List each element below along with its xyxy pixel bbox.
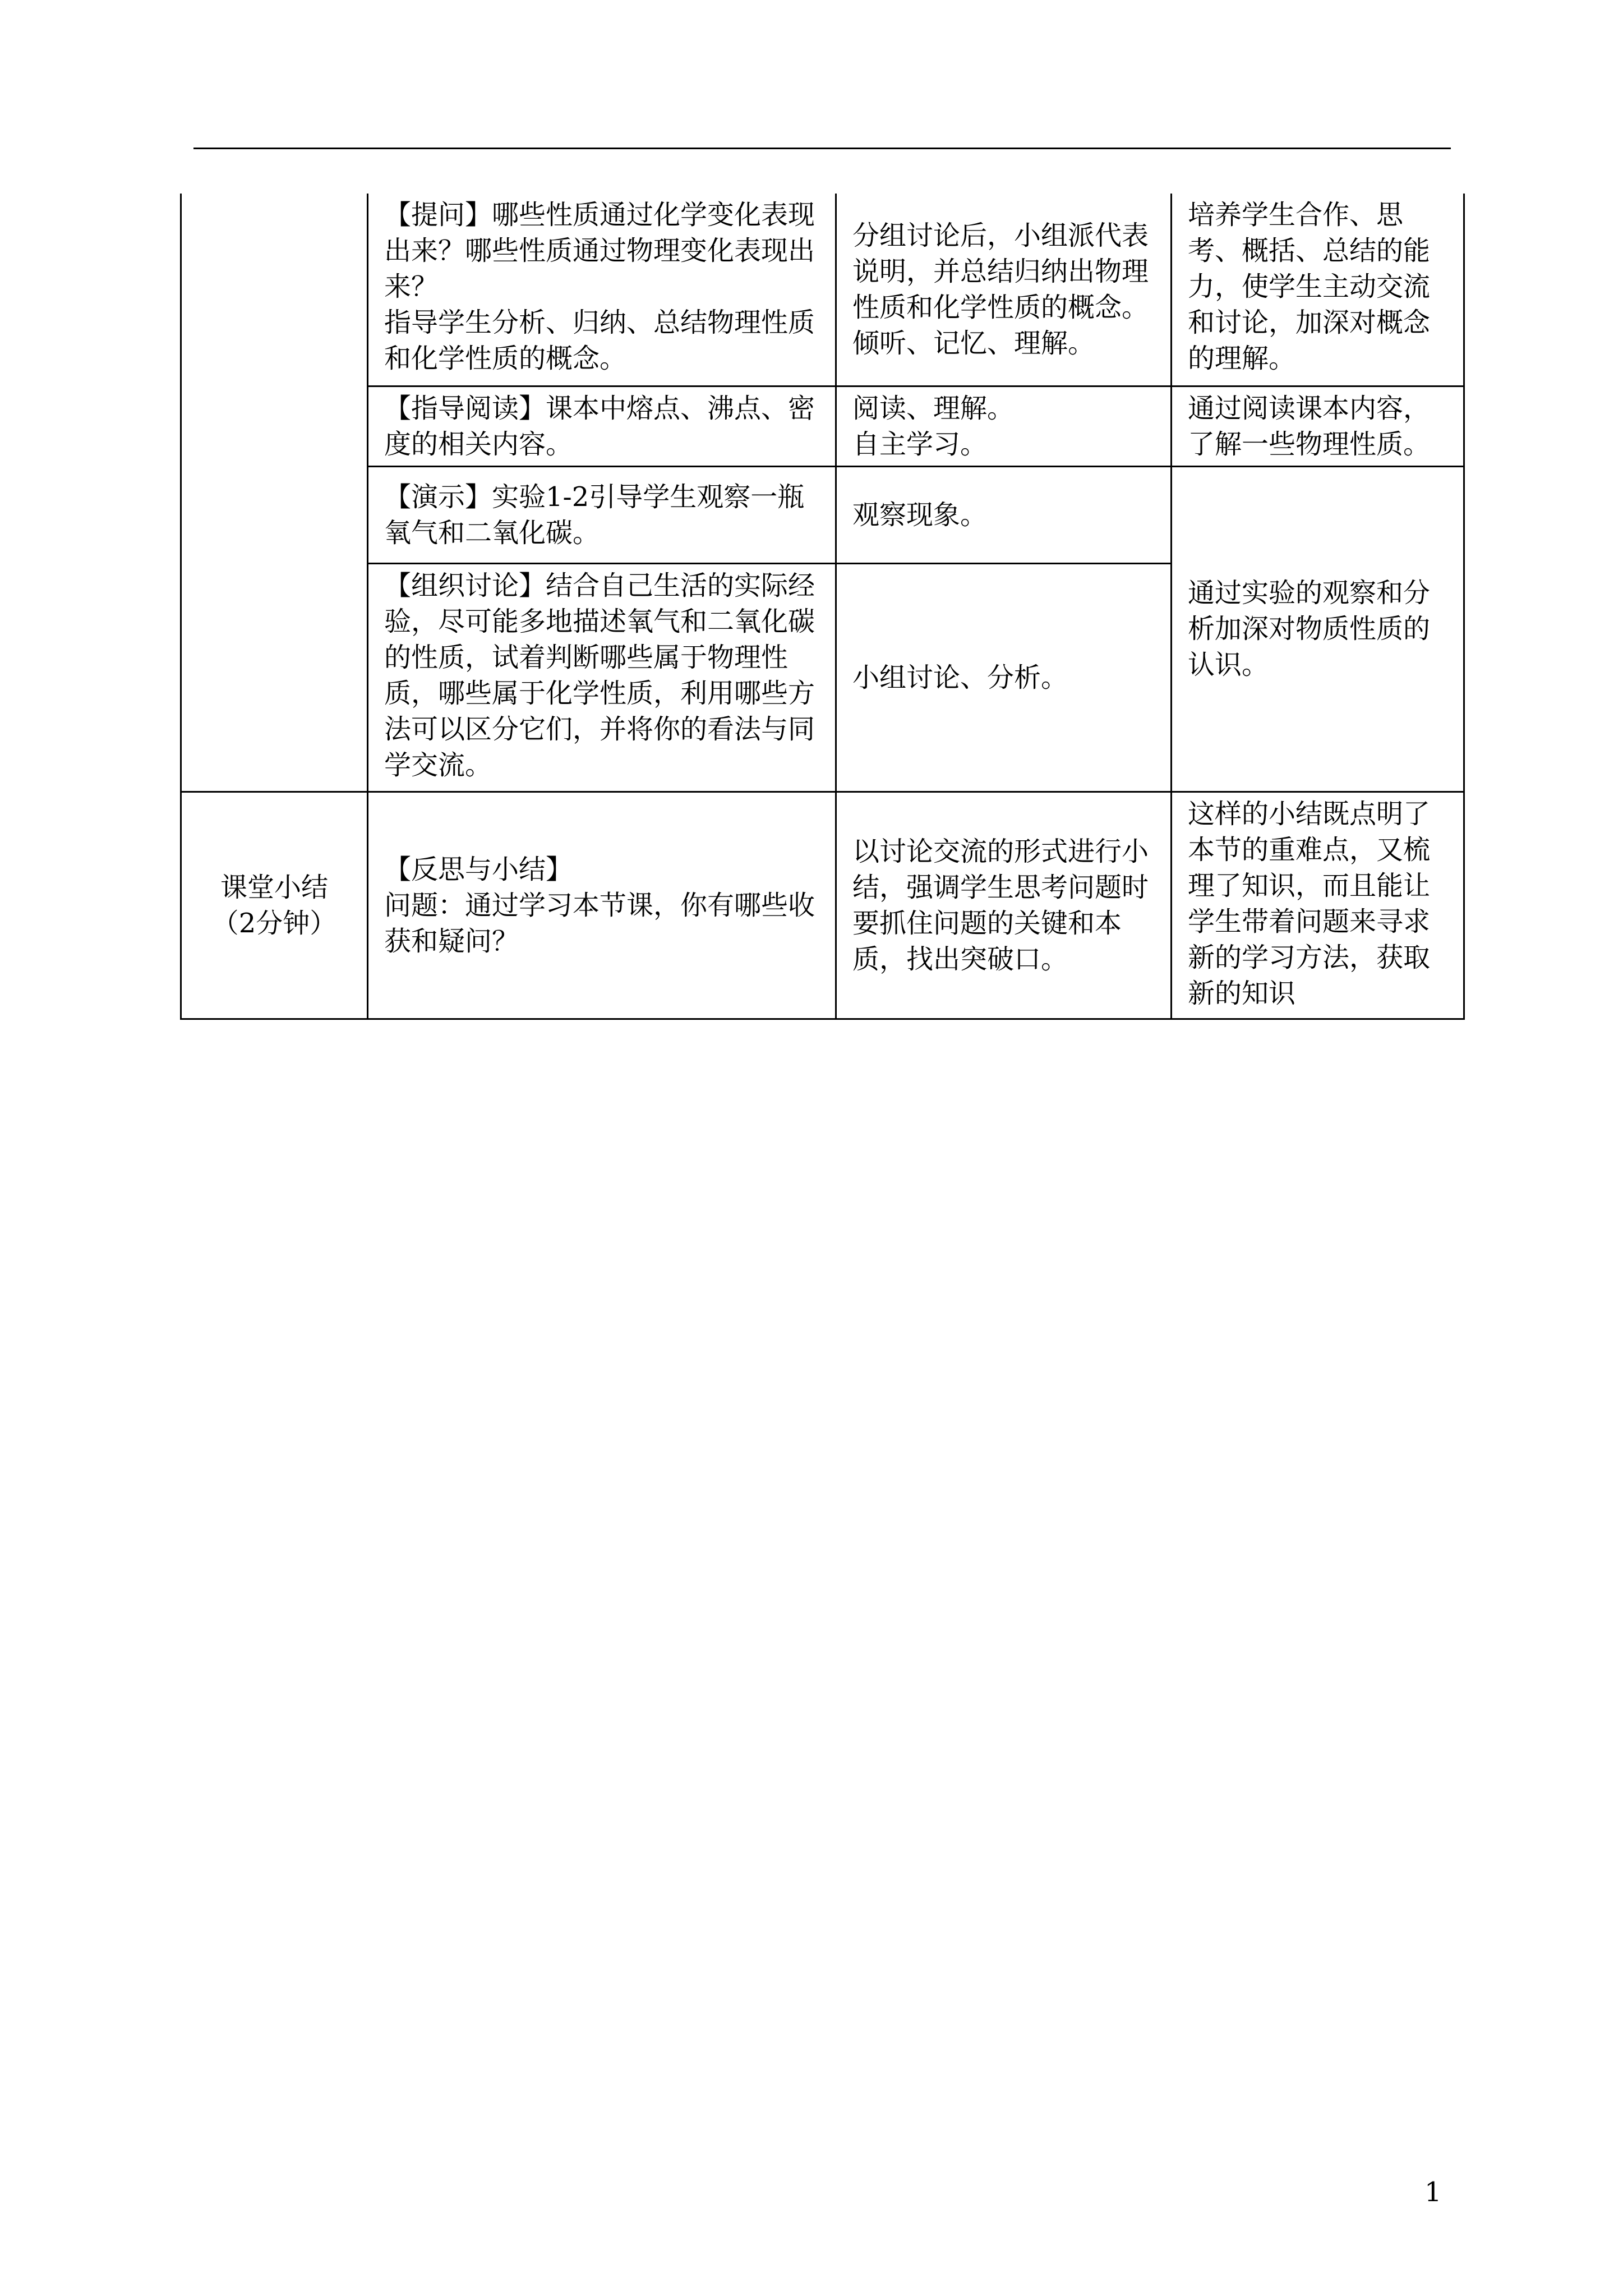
design-intent-cell: 通过实验的观察和分析加深对物质性质的认识。 <box>1172 466 1464 792</box>
header-rule <box>193 148 1451 149</box>
student-activity-cell: 观察现象。 <box>836 466 1172 563</box>
table-row <box>181 466 1464 563</box>
stage-cell-empty <box>181 194 368 792</box>
lesson-plan-table <box>180 194 1465 1020</box>
teacher-activity-cell: 【提问】哪些性质通过化学变化表现出来？哪些性质通过物理变化表现出来？ 指导学生分析、归纳、总结物理性质和化学性质的概念。 <box>368 194 836 386</box>
student-activity-cell: 阅读、理解。 自主学习。 <box>836 386 1172 466</box>
table-row <box>181 792 1464 1019</box>
stage-cell: 课堂小结 （2分钟） <box>181 792 368 1019</box>
teacher-activity-cell: 【反思与小结】 问题：通过学习本节课，你有哪些收获和疑问？ <box>368 792 836 1019</box>
teacher-activity-cell: 【组织讨论】结合自己生活的实际经验，尽可能多地描述氧气和二氧化碳的性质，试着判断哪些属于物理性质，哪些属于化学性质，利用哪些方法可以区分它们，并将你的看法与同学交流。 <box>368 563 836 792</box>
design-intent-cell: 通过阅读课本内容，了解一些物理性质。 <box>1172 386 1464 466</box>
design-intent-cell: 这样的小结既点明了本节的重难点，又梳理了知识，而且能让学生带着问题来寻求新的学习方法，获取新的知识 <box>1172 792 1464 1019</box>
table-row <box>181 194 1464 386</box>
design-intent-cell: 培养学生合作、思考、概括、总结的能力，使学生主动交流和讨论，加深对概念的理解。 <box>1172 194 1464 386</box>
teacher-activity-cell: 【演示】实验1-2引导学生观察一瓶氧气和二氧化碳。 <box>368 466 836 563</box>
table-row <box>181 386 1464 466</box>
teacher-activity-cell: 【指导阅读】课本中熔点、沸点、密度的相关内容。 <box>368 386 836 466</box>
student-activity-cell: 以讨论交流的形式进行小结，强调学生思考问题时要抓住问题的关键和本质，找出突破口。 <box>836 792 1172 1019</box>
student-activity-cell: 小组讨论、分析。 <box>836 563 1172 792</box>
page-number: 1 <box>1424 2177 1442 2208</box>
student-activity-cell: 分组讨论后，小组派代表说明，并总结归纳出物理性质和化学性质的概念。倾听、记忆、理解。 <box>836 194 1172 386</box>
